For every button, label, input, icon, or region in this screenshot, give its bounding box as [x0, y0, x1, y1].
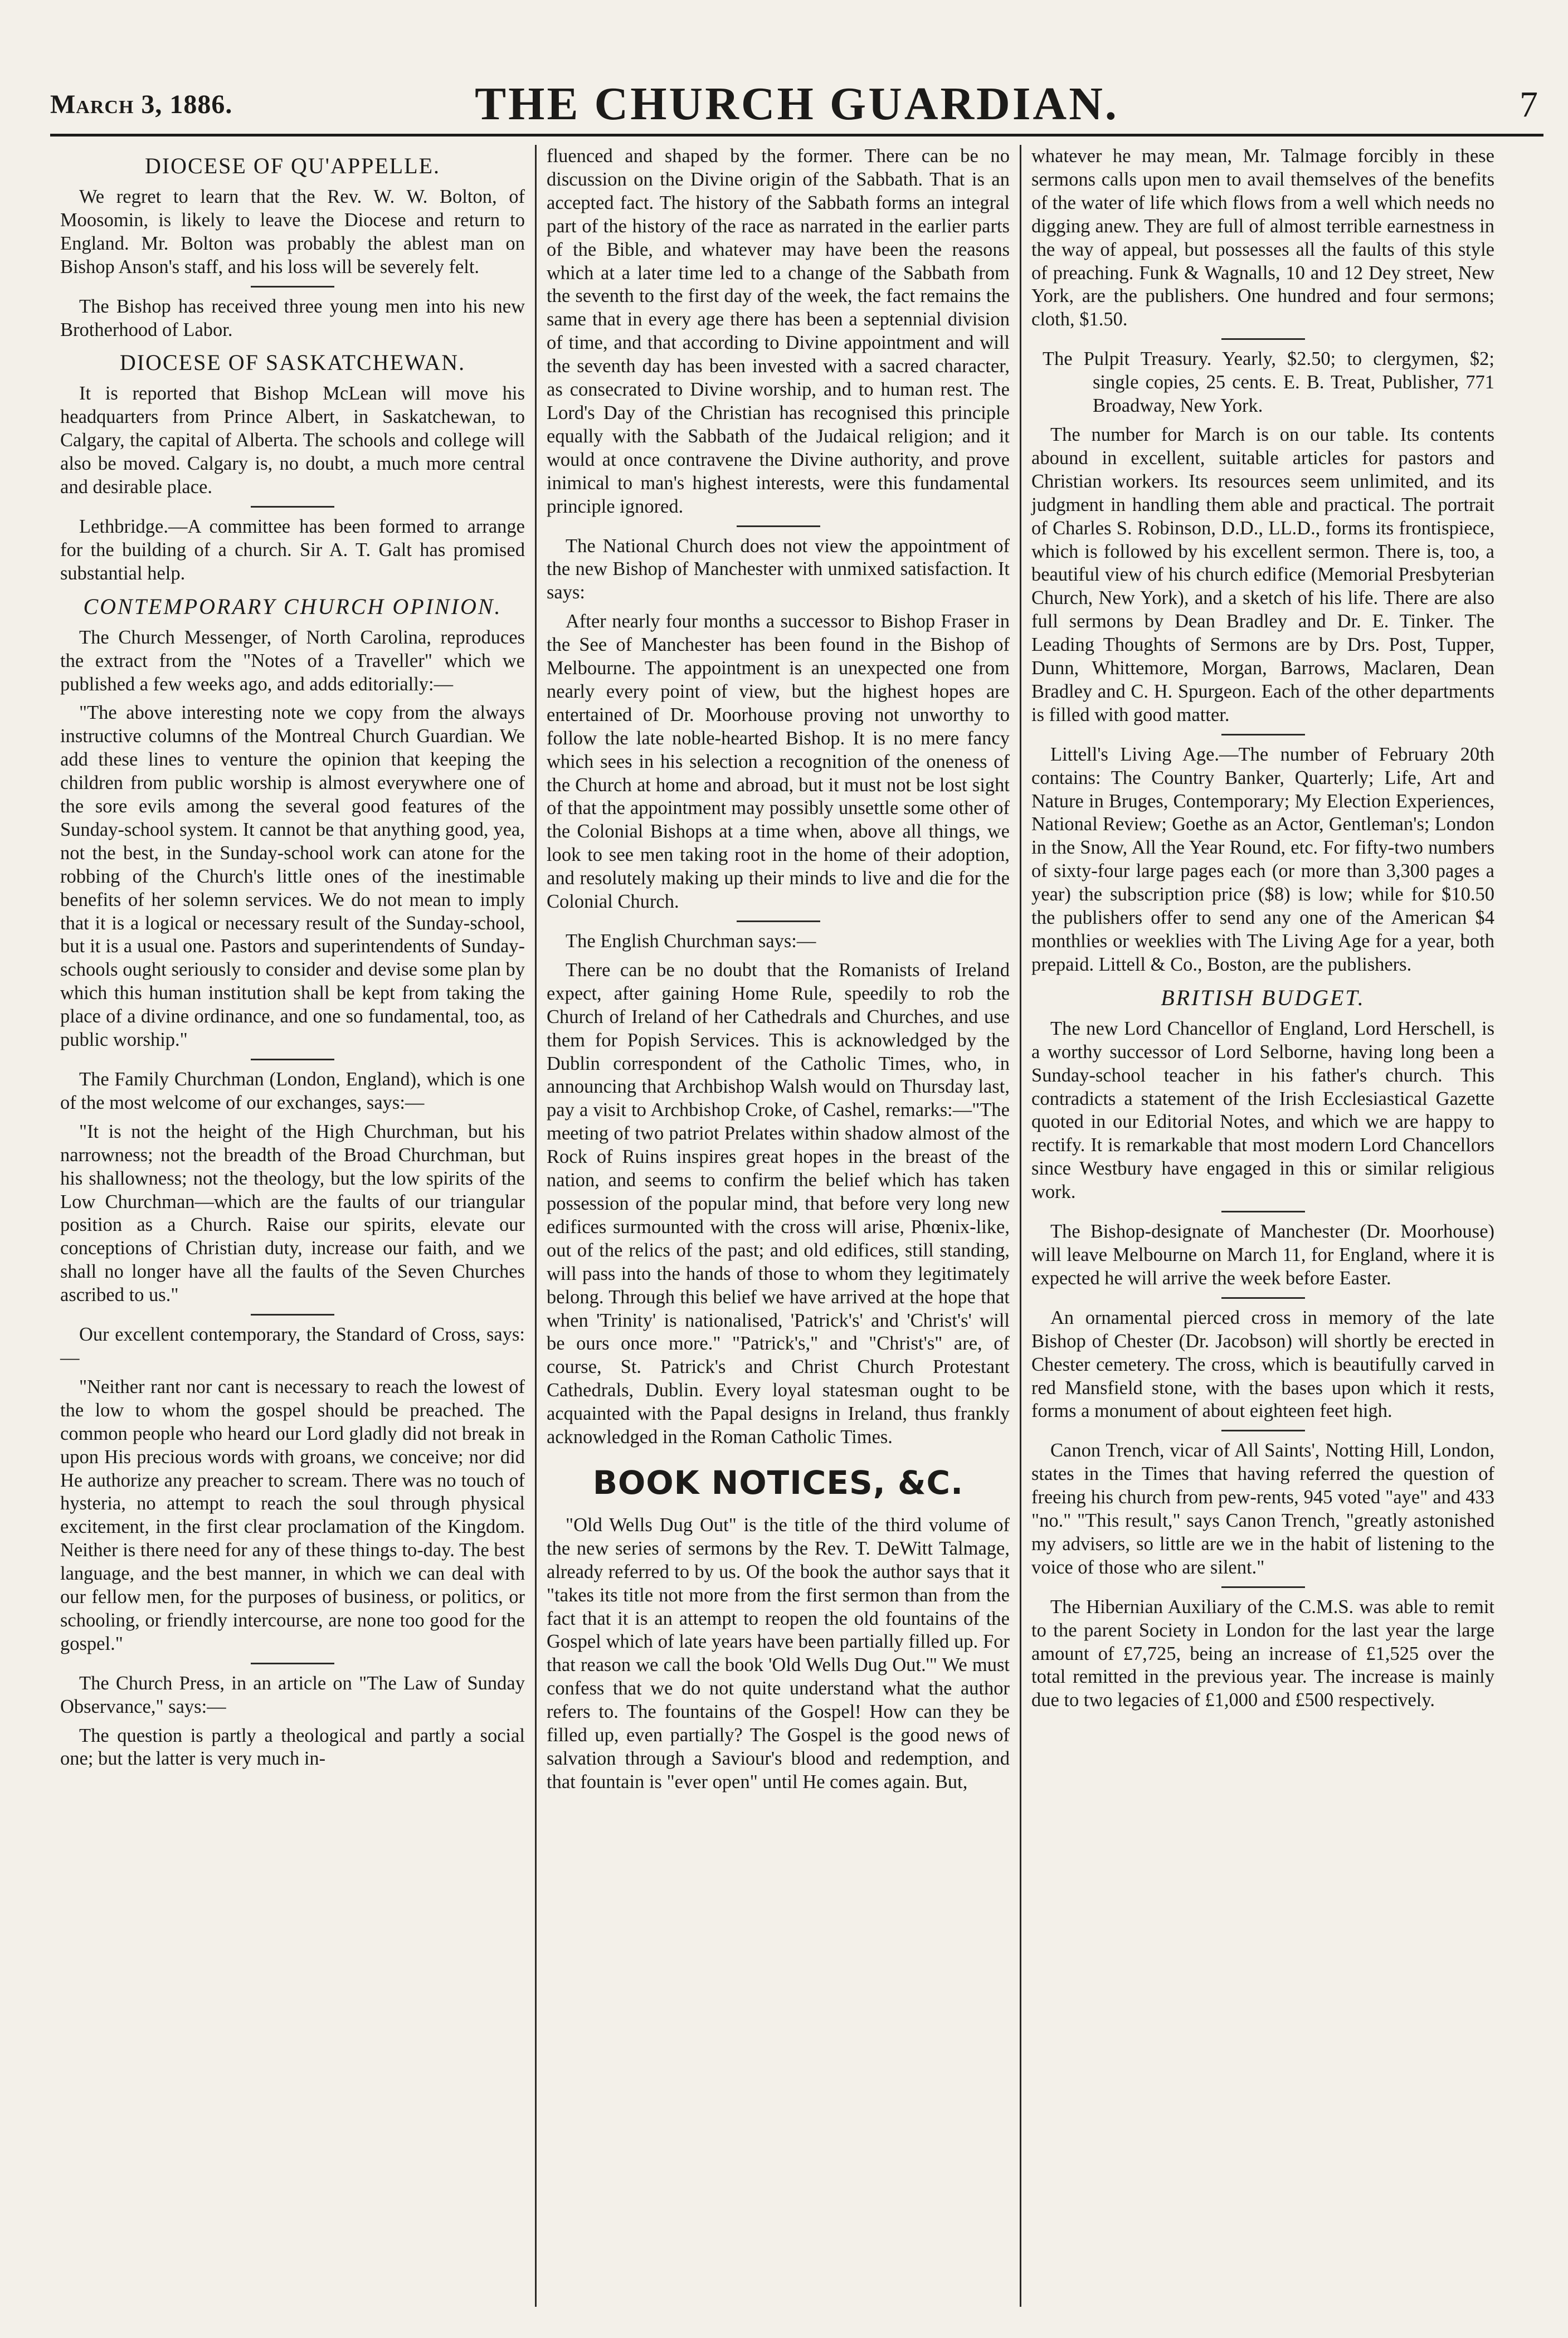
- item-canon-trench: Canon Trench, vicar of All Saints', Notting Hill, London, states in the Times that having referred the question of freeing his church from pew-rents, 945 voted "aye" and 433 "no." "This result," says Canon Trench, "greatly astonished my advisers, so little are we in the habit of listening to the voice of those who are silent.": [1031, 1440, 1494, 1578]
- masthead: [50, 67, 1543, 137]
- item-lord-chancellor: The new Lord Chancellor of England, Lord Herschell, is a worthy successor of Lord Selborne, having long been a Sunday-school teacher in his father's church. This contradicts a statement of the Irish Ecclesiastical Gazette quoted in our Editorial Notes, and which we are happy to rectify. It is remarkable that most modern Lord Chancellors since Westbury have engaged in this or similar religious work.: [1031, 1017, 1494, 1203]
- heading-book-notices: BOOK NOTICES, &C.: [592, 1463, 964, 1502]
- quote-sunday-school: "The above interesting note we copy from the always instructive columns of the Montreal Church Guardian. We add these lines to venture the opinion that keeping the children from public worship is almost everywhere one of the sore evils among the several good features of the Sunday-school system. It cannot be that anything good, yea, not the best, in the Sunday-school work can atone for the robbing of the Church's little ones of the inestimable benefits of her solemn services. We do not mean to imply that it is a logical or necessary result of the Sunday-school, but it is a usual one. Pastors and superintendents of Sunday-schools ought seriously to consider and devise some plan by which this human institution shall be kept from taking the place of a divine ordinance, and one so fundamental, too, as public worship.": [60, 702, 525, 1051]
- divider-rule: [1221, 734, 1305, 736]
- review-old-wells-dug-out: "Old Wells Dug Out" is the title of the third volume of the new series of sermons by the Rev. T. DeWitt Talmage, already referred to by us. Of the book the author says that it "takes its title not more from the first sermon than from the fact that it is an attempt to reopen the old fountains of the Gospel which of late years have been partially filled up. For that reason we call the book 'Old Wells Dug Out.'" We must confess that we do not quite understand what the author refers to. The fountains of the Gospel! How can they be filled up, even partially? The Gospel is the good news of salvation through a Saviour's blood and redemption, and that fountain is "ever open" until He comes again. But,: [547, 1514, 1010, 1793]
- divider-rule: [251, 506, 334, 508]
- item-hibernian-auxiliary: The Hibernian Auxiliary of the C.M.S. was able to remit to the parent Society in London for the last year the large amount of £7,725, being an increase of £1,525 over the total remitted in the previous year. The increase is mainly due to two legacies of £1,000 and £500 respectively.: [1031, 1596, 1494, 1711]
- issue-date: March 3, 1886.: [50, 90, 233, 119]
- divider-rule: [1221, 338, 1305, 340]
- quote-romanists-ireland: There can be no doubt that the Romanists of Ireland expect, after gaining Home Rule, speedily to rob the Church of Ireland of her Cathedrals and Churches, and use them for Popish Services. This is acknowledged by the Dublin correspondent of the Catholic Times, who, in announcing that Archbishop Walsh would on Thursday last, pay a visit to Archbishop Croke, of Cashel, remarks:—"The meeting of two patriot Prelates within shadow almost of the Rock of Ruins inspires great hopes in the breast of the nation, and seems to confirm the belief which has taken possession of the popular mind, that before very long new edifices surmounted with the cross will arise, Phœnix-like, out of the relics of the past; and old edifices, still standing, will pass into the hands of those to whom they legitimately belong. Through this belief we have arrived at the hope that when 'Trinity' is nationalised, 'Patrick's' and 'Christ's' will be ours once more." "Patrick's," and "Christ's" are, of course, St. Patrick's and Christ Church Protestant Cathedrals, Dublin. Every loyal statesman ought to be acquainted with the Papal designs in Ireland, thus frankly acknowledged in the Roman Catholic Times.: [547, 959, 1010, 1448]
- divider-rule: [1221, 1211, 1305, 1212]
- divider-rule: [1221, 1586, 1305, 1588]
- article-sunday-observance: The question is partly a theological and partly a social one; but the latter is very much in-: [60, 1725, 525, 1770]
- article-mclean: It is reported that Bishop McLean will move his headquarters from Prince Albert, in Saskatchewan, to Calgary, the capital of Alberta. The schools and college will also be moved. Calgary is, no doubt, a much more central and desirable place.: [60, 383, 525, 498]
- article-sabbath-continued: fluenced and shaped by the former. There can be no discussion on the Divine origin of the Sabbath. That is an accepted fact. The history of the Sabbath forms an integral part of the history of the race as narrated in the earlier parts of the Bible, and whatever may have been the reasons which at a later time led to a change of the Sabbath from the seventh to the first day of the week, the fact remains the same that in every age there has been a septennial division of time, and that according to Divine appointment and will the seventh day has been invested with a sacred character, as consecrated to Divine worship, and to human rest. The Lord's Day of the Christian has recognised this principle equally with the Sabbath of the Judaical religion; and it would at once contravene the Divine authority, and prove inimical to man's highest interests, were this fundamental principle ignored.: [547, 145, 1010, 517]
- heading-british-budget: BRITISH BUDGET.: [1161, 985, 1365, 1010]
- article-standard-of-cross: Our excellent contemporary, the Standard of Cross, says:—: [60, 1324, 525, 1368]
- page-number: 7: [1520, 84, 1538, 125]
- columns: [50, 145, 1543, 2307]
- article-national-church: The National Church does not view the appointment of the new Bishop of Manchester with unmixed satisfaction. It says:: [547, 535, 1010, 603]
- heading-contemporary-opinion: CONTEMPORARY CHURCH OPINION.: [83, 593, 502, 619]
- divider-rule: [737, 920, 820, 922]
- article-church-press: The Church Press, in an article on "The Law of Sunday Observance," says:—: [60, 1672, 525, 1717]
- divider-rule: [251, 286, 334, 288]
- newspaper-title: THE CHURCH GUARDIAN.: [475, 78, 1119, 130]
- divider-rule: [251, 1059, 334, 1060]
- quote-bishop-manchester: After nearly four months a successor to Bishop Fraser in the See of Manchester has been found in the Bishop of Melbourne. The appointment is an unexpected one from nearly every point of view, but the highest hopes are entertained of Dr. Moorhouse proving not unworthy to follow the late noble-hearted Bishop. It is no mere fancy which sees in his selection a recognition of the oneness of the Church at home and abroad, but it must not be lost sight of that the appointment may possibly unsettle some other of the Colonial Bishops at a time when, above all things, we look to see men taking root in the home of their adoption, and resolutely making up their minds to live and die for the Colonial Church.: [547, 611, 1010, 913]
- heading-diocese-qu-appelle: DIOCESE OF QU'APPELLE.: [144, 153, 441, 178]
- article-brotherhood: The Bishop has received three young men into his new Brotherhood of Labor.: [60, 295, 525, 340]
- quote-rant-nor-cant: "Neither rant nor cant is necessary to reach the lowest of the low to whom the gospel should be preached. The common people who heard our Lord gladly did not break in upon His precious words with groans, we conceive; nor did He authorize any preacher to scream. There was no touch of hysteria, no attempt to reach the soul through physical excitement, in the first clear proclamation of the Kingdom. Neither is there need for any of these things to-day. The best language, and the best manner, in which we can deal with our fellow men, for the purposes of business, or politics, or schooling, or friendly intercourse, are none too good for the gospel.": [60, 1376, 525, 1654]
- divider-rule: [251, 1663, 334, 1664]
- item-bishop-designate: The Bishop-designate of Manchester (Dr. Moorhouse) will leave Melbourne on March 11, for England, where it is expected he will arrive the week before Easter.: [1031, 1221, 1494, 1289]
- divider-rule: [737, 525, 820, 527]
- review-littells-living-age: Littell's Living Age.—The number of February 20th contains: The Country Banker, Quarterly; Life, Art and Nature in Bruges, Contemporary; My Election Experiences, National Review; Goethe as an Actor, Gentleman's; London in the Snow, All the Year Round, etc. For fifty-two numbers of sixty-four large pages each (or more than 3,300 pages a year) the subscription price ($8) is low; while for $10.50 the publishers offer to send any one of the American $4 monthlies or weeklies with The Living Age for a year, both prepaid. Littell & Co., Boston, are the publishers.: [1031, 743, 1494, 975]
- divider-rule: [1221, 1430, 1305, 1431]
- newspaper-page: [50, 67, 1543, 2307]
- column-3: [1020, 145, 1504, 2307]
- article-church-messenger: The Church Messenger, of North Carolina, reproduces the extract from the "Notes of a Traveller" which we published a few weeks ago, and adds editorially:—: [60, 626, 525, 695]
- article-family-churchman: The Family Churchman (London, England), which is one of the most welcome of our exchanges, says:—: [60, 1069, 525, 1113]
- article-lethbridge: Lethbridge.—A committee has been formed to arrange for the building of a church. Sir A. T. Galt has promised substantial help.: [60, 515, 525, 584]
- item-memorial-cross: An ornamental pierced cross in memory of the late Bishop of Chester (Dr. Jacobson) will shortly be erected in Chester cemetery. The cross, which is beautifully carved in red Mansfield stone, with the bases upon which it rests, forms a monument of about eighteen feet high.: [1031, 1307, 1494, 1422]
- listing-pulpit-treasury: The Pulpit Treasury. Yearly, $2.50; to clergymen, $2; single copies, 25 cents. E. B. Treat, Publisher, 771 Broadway, New York.: [1043, 348, 1494, 417]
- column-1: [50, 145, 535, 2307]
- article-bolton: We regret to learn that the Rev. W. W. Bolton, of Moosomin, is likely to leave the Diocese and return to England. Mr. Bolton was probably the ablest man on Bishop Anson's staff, and his loss will be severely felt.: [60, 186, 525, 277]
- quote-high-churchman: "It is not the height of the High Churchman, but his narrowness; not the breadth of the Broad Churchman, but his shallowness; not the theology, but the low spirits of the Low Churchman—which are the faults of our triangular position as a Church. Raise our spirits, elevate our conceptions of Christian duty, increase our faith, and we shall no longer have all the faults of the Seven Churches ascribed to us.": [60, 1121, 525, 1306]
- heading-diocese-saskatchewan: DIOCESE OF SASKATCHEWAN.: [119, 350, 466, 376]
- article-english-churchman: The English Churchman says:—: [566, 931, 816, 952]
- column-2: [535, 145, 1020, 2307]
- review-talmage-continued: whatever he may mean, Mr. Talmage forcibly in these sermons calls upon men to avail themselves of the benefits of the water of life which flows from a well which needs no digging anew. They are full of almost terrible earnestness in the way of appeal, but possesses all the faults of this style of preaching. Funk & Wagnalls, 10 and 12 Dey street, New York, are the publishers. One hundred and four sermons; cloth, $1.50.: [1031, 145, 1494, 330]
- divider-rule: [251, 1314, 334, 1316]
- review-march-number: The number for March is on our table. Its contents abound in excellent, suitable articles for pastors and Christian workers. Its resources seem unlimited, and its judgment in handling them able and practical. The portrait of Charles S. Robinson, D.D., LL.D., forms its frontispiece, which is followed by his excellent sermon. There is, too, a beautiful view of his church edifice (Memorial Presbyterian Church, New York), and a sketch of his life. There are also full sermons by Dean Bradley and Dr. E. Tinker. The Leading Thoughts of Sermons are by Drs. Post, Tupper, Dunn, Whittemore, Morgan, Barrows, Maclaren, Dean Bradley and C. H. Spurgeon. Each of the other departments is filled with good matter.: [1031, 423, 1494, 725]
- divider-rule: [1221, 1297, 1305, 1299]
